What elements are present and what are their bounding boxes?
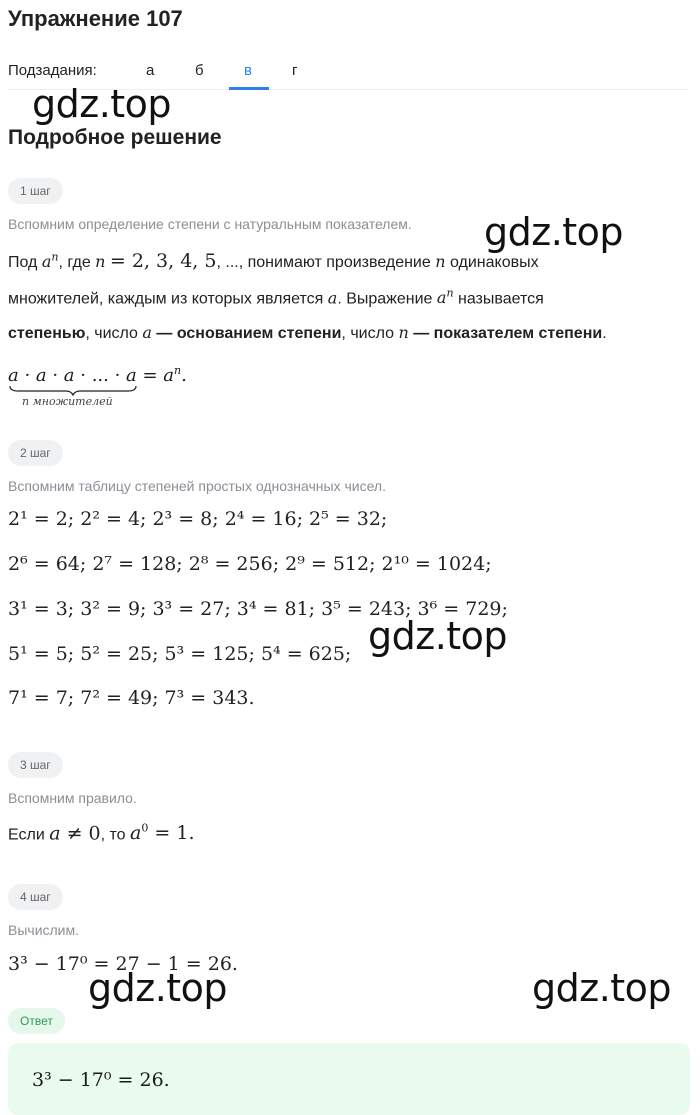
watermark: gdz.top — [88, 966, 228, 1010]
powers-row-5: 5¹ = 5; 5² = 25; 5³ = 125; 5⁴ = 625; — [8, 643, 352, 665]
step-note: Вспомним таблицу степеней простых однозначных чисел. — [8, 478, 386, 494]
step-note: Вспомним правило. — [8, 790, 137, 806]
powers-row-3: 3¹ = 3; 3² = 9; 3³ = 27; 3⁴ = 81; 3⁵ = 243; 3⁶ = 729; — [8, 598, 508, 620]
active-tab-indicator — [229, 87, 269, 90]
step-badge: 3 шаг — [8, 752, 63, 778]
watermark: gdz.top — [484, 210, 624, 254]
subtasks-label: Подзадания: — [8, 62, 97, 79]
watermark: gdz.top — [368, 614, 508, 658]
step-note: Вспомним определение степени с натуральным показателем. — [8, 216, 412, 232]
powers-row-2b: 2⁶ = 64; 2⁷ = 128; 2⁸ = 256; 2⁹ = 512; 2¹⁰ = 1024; — [8, 553, 492, 575]
definition-line-3: степенью, число a — основанием степени, число n — показателем степени. — [8, 323, 607, 342]
definition-line-2: множителей, каждым из которых является a. Выражение $a^n$ называется — [8, 287, 544, 308]
definition-line-1: Под $a^n$, где n = 2, 3, 4, 5, ..., понимают произведение n одинаковых — [8, 250, 539, 272]
step-badge: 2 шаг — [8, 440, 63, 466]
tab-g[interactable]: г — [292, 62, 298, 79]
powers-row-7: 7¹ = 7; 7² = 49; 7³ = 343. — [8, 687, 255, 709]
rule-line: Если a ≠ 0, то $a^0 = 1$. — [8, 822, 195, 845]
tab-a[interactable]: а — [146, 62, 155, 79]
page-title: Упражнение 107 — [8, 6, 183, 31]
answer-box — [8, 1043, 690, 1115]
powers-row-2a: 2¹ = 2; 2² = 4; 2³ = 8; 2⁴ = 16; 2⁵ = 32; — [8, 508, 388, 530]
calculation: 3³ − 17⁰ = 27 − 1 = 26. — [8, 953, 238, 975]
tab-b[interactable]: б — [195, 62, 204, 79]
power-formula: a · a · a · ... · $a = a^n$. n множителей — [8, 364, 187, 408]
solution-title: Подробное решение — [8, 126, 222, 149]
step-badge: 4 шаг — [8, 884, 63, 910]
answer-badge: Ответ — [8, 1008, 65, 1034]
tab-v[interactable]: в — [244, 62, 252, 79]
watermark: gdz.top — [532, 966, 672, 1010]
step-note: Вычислим. — [8, 922, 80, 938]
answer-value: 3³ − 17⁰ = 26. — [32, 1069, 170, 1091]
step-badge: 1 шаг — [8, 178, 63, 204]
watermark: gdz.top — [32, 82, 172, 126]
